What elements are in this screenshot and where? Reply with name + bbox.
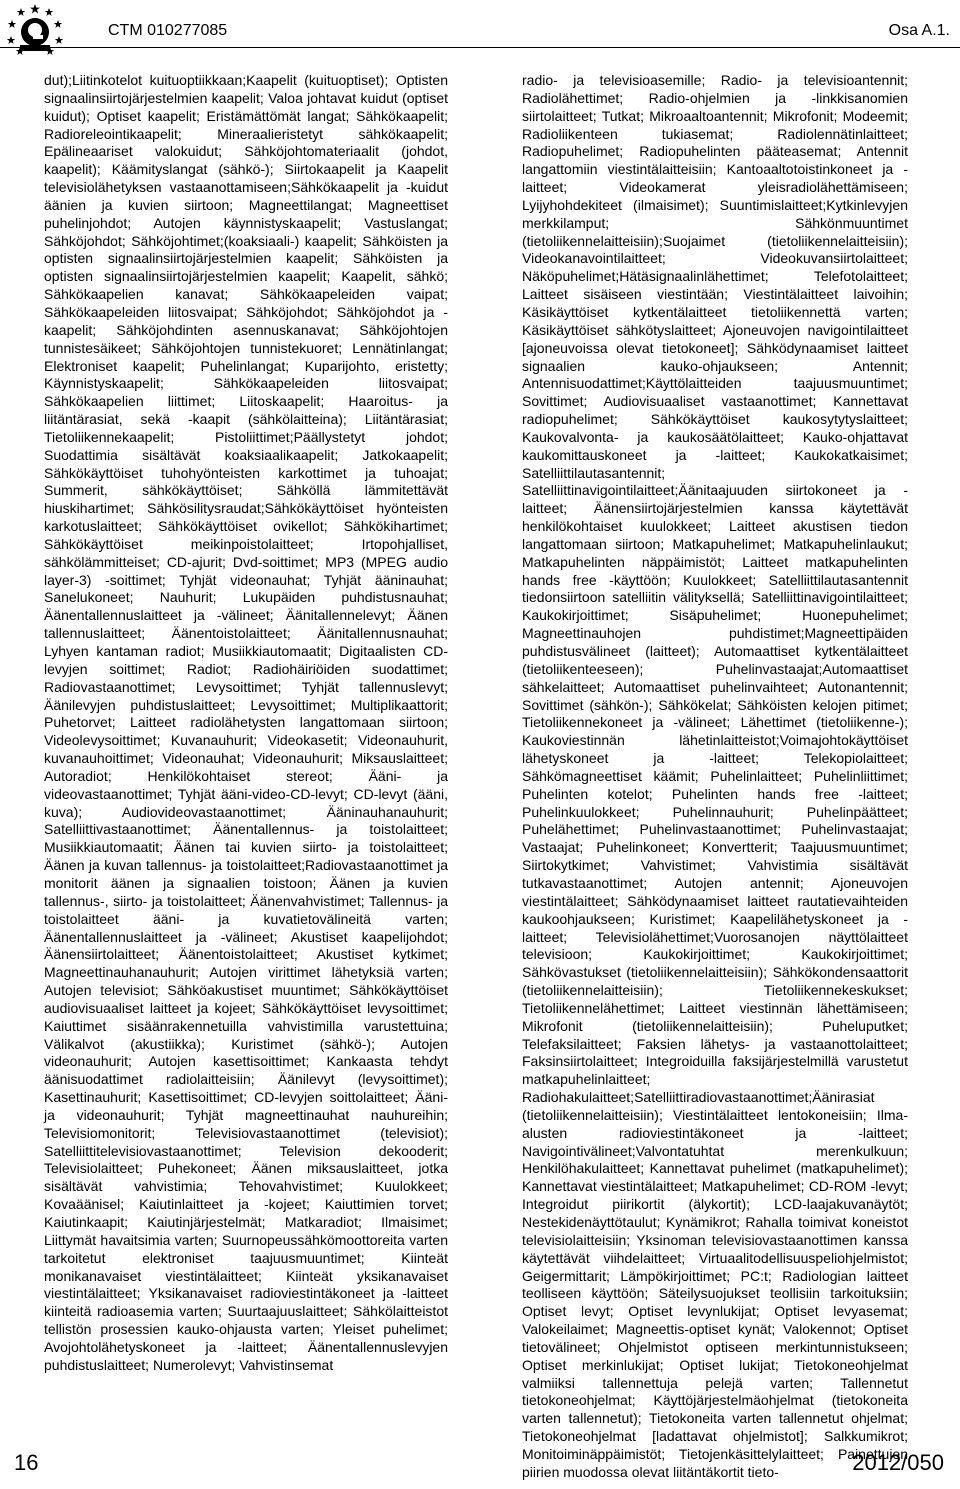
document-id: CTM 010277085	[108, 22, 228, 39]
page-number: 16	[14, 1450, 39, 1475]
section-reference: Osa A.1.	[888, 22, 950, 39]
body-column-right: radio- ja televisioasemille; Radio- ja televisioantennit; Radiolähettimet; Radio-ohjelmien ja -linkkisanomien siirtolaitteet; Tutkat; Mikroaaltoantennit; Mikrofonit; Modeemit; Radioliikenteen tukiasemat; Radiolennätinlaitteet; Radiopuhelimet; Radiopuhelinten pääteasemat; Antennit langattomiin viestintälaitteisiin; Kantoaaltotoistinkoneet ja -laitteet; Videokamerat yleisradiolähettämiseen; Lyijyhohdekiteet (ilmaisimet); Suuntimislaitteet;Kytkinlevyjen merkkilamput; Sähkönmuuntimet (tietoliikennelaitteisiin);Suojaimet (tietoliikennelaitteisiin); Videokanavointilaitteet; Videokuvansiirtolaitteet; Näköpuhelimet;Hätäsignaalinlähettimet; Telefotolaitteet; Laitteet sisäiseen viestintään; Viestintälaitteet laivoihin; Käsikäyttöiset kytkentälaitteet tietoliikennettä varten; Käsikäyttöiset sähkötyslaitteet; Ajoneuvojen navigointilaitteet [ajoneuvoissa olevat tietokoneet]; Sähködynaamiset laitteet signaalien kauko-ohjaukseen; Antennit; Antennisuodattimet;Käyttölaitteiden taajuusmuuntimet; Sovittimet; Audiovisuaaliset vastaanottimet; Kannettavat radiopuhelimet; Sähkökäyttöiset kaukosytytyslaitteet; Kaukovalvonta- ja kaukosäätölaitteet; Kauko-ohjattavat kaukomittauskoneet ja -laitteet; Kaukokatkaisimet; Satelliittilautasantennit; Satelliittinavigointilaitteet;Äänitaajuuden siirtokoneet ja -laitteet; Äänensiirtojärjestelmien kanssa käytettävät henkilökohtaiset kuulokkeet; Laitteet akustisen tiedon langattomaan siirtoon; Matkapuhelimet; Matkapuhelinlaukut; Matkapuhelinten näppäimistöt; Laitteet matkapuhelinten hands free -käyttöön; Kuulokkeet; Satelliittilautasantennit tiedonsiirtoon satelliitin välityksellä; Satelliittinavigointilaitteet; Kaukokirjoittimet; Sisäpuhelimet; Huonepuhelimet; Magneettinauhojen puhdistimet;Magneettipäiden puhdistusvälineet (laitteet); Automaattiset kytkentälaitteet (tietoliikenteeseen); Puhelinvastaajat;Automaattiset sähkelaitteet; Automaattiset puhelinvaihteet; Autonantennit; Sovittimet (sähkön-); Sähkökelat; Sähköisten kelojen pitimet; Tietoliikennekoneet ja -välineet; Lähettimet (tietoliikenne-); Kaukoviestinnän lähetinlaitteistot;Voimajohtokäyttöiset lähetyskoneet ja -laitteet; Telekopiolaitteet; Sähkömagneettiset käämit; Puhelinlaitteet; Puhelinliittimet; Puhelinten kotelot; Puhelinten hands free -laitteet; Puhelinkuulokkeet; Puhelinnauhurit; Puhelinpäätteet; Puhelähettimet; Puhelinvastaanottimet; Puhelinvastaajat; Vastaajat; Puhelinkoneet; Konvertterit; Taajuusmuuntimet; Siirtokytkimet; Vahvistimet; Vahvistimia sisältävät tutkavastaanottimet; Autojen antennit; Ajoneuvojen viestintälaitteet; Sähködynaamiset laitteet rautatievaihteiden kaukoohjaukseen; Kuristimet; Kaapelilähetyskoneet ja -laitteet; Televisiolähettimet;Vuorosanojen näyttölaitteet televisioon; Kaukokirjoittimet; Kaukokirjoittimet; Sähkövastukset (tietoliikennelaitteisiin); Sähkökondensaattorit (tietoliikennelaitteisiin); Tietoliikennekeskukset; Tietoliikennelähettimet; Laitteet viestinnän lähettämiseen; Mikrofonit (tietoliikennelaitteisiin); Puheluputket; Telefaksilaitteet; Faksien lähetys- ja vastaanottolaitteet; Faksinsiirtolaitteet; Integroiduilla faksijärjestelmillä varustetut matkapuhelinlaitteet; Radiohakulaitteet;Satelliittiradiovastaanottimet;Äänirasiat (tietoliikennelaitteisiin); Viestintälaitteet lentokoneisiin; Ilma-alusten radioviestintäkoneet ja -laitteet; Navigointivälineet;Valvontatuhtat merenkulkuun; Henkilöhakulaitteet; Kannettavat puhelimet (matkapuhelimet); Kannettavat viestintälaitteet; Matkapuhelimet; CD-ROM -levyt; Integroidut piirikortit (älykortit); LCD-laajakuvanäytöt; Nestekidenäyttötaulut; Kynämikrot; Rahalla toimivat koneistot televisiolaitteisiin; Yksinoman televisiovastaanottimen kanssa käytettävät viihdelaitteet; Virtuaalitodellisuuspeliohjelmistot; Geigermittarit; Lämpökirjoittimet; PC:t; Radiologian laitteet teolliseen käyttöön; Säteilysuojukset teollisiin tarkoituksiin; Optiset levyt; Optiset levynlukijat; Optiset levyasemat; Valokeilaimet; Magneettis-optiset kynät; Valokennot; Optiset tietovälineet; Ohjelmistot optiseen merkintunnistukseen; Optiset merkinlukijat; Optiset lukijat; Tietokoneohjelmat valmiiksi tallennettuja pelejä varten; Tallennetut tietokoneohjelmat; Käyttöjärjestelmäohjelmat (tietokoneita varten tallennetut); Tietokoneita varten tallennetut ohjelmat; Tietokoneohjelmat [ladattavat ohjelmistot]; Salkkumikrot; Monitoiminäppäimistöt; Tietojenkäsittelylaitteet; Painettujen piirien muodossa olevat liitäntäkortit tieto-	[522, 72, 908, 1480]
header-divider	[0, 47, 960, 48]
issue-number: 2012/050	[852, 1450, 944, 1475]
body-column-left: dut);Liitinkotelot kuituoptiikkaan;Kaapelit (kuituoptiset); Optisten signaalinsiirtojärjestelmien kaapelit; Valoa johtavat kuidut (optiset kuidut); Optiset kaapelit; Eristämättömät langat; Sähkökaapelit; Radioreleointikaapelit; Mineraalieristetyt sähkökaapelit; Epälineaariset valokuidut; Sähköjohtomateriaalit (johdot, kaapelit); Käämityslangat (sähkö-); Siirtokaapelit ja Kaapelit televisiolähetyksen vastaanottamiseen;Sähkökaapelit ja -kuidut äänien ja kuvien siirtoon; Magneettilangat; Magneettiset puhelinjohdot; Autojen käynnistyskaapelit; Vastuslangat; Sähköjohdot; Sähköjohtimet;(koaksiaali-) kaapelit; Sähköisten ja optisten signaalinsiirtojärjestelmien kaapelit; Sähköisten ja optisten signaalinsiirtojärjestelmien kaapelit; Kaapelit, sähkö; Sähkökaapelien kanavat; Sähkökaapeleiden vaipat; Sähkökaapeleiden liitosvaipat; Sähköjohdot; Sähköjohdot ja -kaapelit; Sähköjohdinten asennuskanavat; Sähköjohtojen tunnistesäikeet; Sähköjohtojen tunnistekuoret; Lennätinlangat; Elektroniset kaapelit; Puhelinlangat; Kuparijohto, eristetty; Käynnistyskaapelit; Sähkökaapeleiden liitosvaipat; Sähkökaapelien liittimet; Liitoskaapelit; Haaroitus- ja liitäntärasiat, sekä -kaapit (sähkölaitteina); Liitäntärasiat; Tietoliikennekaapelit; Pistoliittimet;Päällystetyt johdot; Suodattimia sisältävät koaksiaalikaapelit; Jatkokaapelit; Sähkökäyttöiset tuhohyönteisten karkottimet ja tuhoajat; Summerit, sähkökäyttöiset; Sähköllä lämmitettävät hiuskihartimet; Sähkösilitysraudat;Sähkökäyttöiset hyönteisten karkotuslaitteet; Sähkökäyttöiset ovikellot; Sähkökihartimet; Sähkökäyttöiset meikinpoistolaitteet; Irtopohjalliset, sähkölämmitteiset; CD-ajurit; Dvd-soittimet; MP3 (MPEG audio layer-3) -soittimet; Tyhjät videonauhat; Tyhjät ääninauhat; Sanelukoneet; Nauhurit; Lukupäiden puhdistusnauhat; Äänentallennuslaitteet ja -välineet; Äänitallennelevyt; Äänen tallennuslaitteet; Äänentoistolaitteet; Äänitallennusnauhat; Lyhyen kantaman radiot; Musiikkiautomaatit; Digitaalisten CD-levyjen soittimet; Radiot; Radiohäiriöiden suodattimet; Radiovastaanottimet; Levysoittimet; Tyhjät tallennuslevyt; Äänilevyjen puhdistuslaitteet; Levysoittimet; Multiplikaattorit; Puhetorvet; Laitteet radiolähetysten langattomaan siirtoon; Videolevysoittimet; Kuvanauhurit; Videokasetit; Videonauhurit, kuvanauhoittimet; Videonauhat; Videonauhurit; Miksauslaitteet; Autoradiot; Henkilökohtaiset stereot; Ääni- ja videovastaanottimet; Tyhjät ääni-video-CD-levyt; CD-levyt (ääni, kuva); Audiovideovastaanottimet; Ääninauhanauhurit; Satelliittivastaanottimet; Äänentallennus- ja toistolaitteet; Musiikkiautomaatit; Äänen tai kuvien siirto- ja toistolaitteet; Äänen ja kuvan tallennus- ja toistolaitteet;Radiovastaanottimet ja monitorit äänen ja signaalien toistoon; Äänen ja kuvien tallennus-, siirto- ja toistolaitteet; Äänenvahvistimet; Tallennus- ja toistolaitteet ääni- ja kuvatietovälineitä varten; Äänentallennuslaitteet ja -välineet; Akustiset kaapelijohdot; Äänensiirtolaitteet; Äänentoistolaitteet; Akustiset kytkimet; Magneettinauhanauhurit; Autojen virittimet lähetyksiä varten; Autojen televisiot; Sähköakustiset muuntimet; Sähkökäyttöiset audiovisuaaliset laitteet ja kojeet; Sähkökäyttöiset levysoittimet; Kaiuttimet sisäänrakennetuilla vahvistimilla varustettuina; Välikalvot (akustiikka); Kuristimet (sähkö-); Autojen videonauhurit; Autojen kasettisoittimet; Kankaasta tehdyt äänisuodattimet radiolaitteisiin; Äänilevyt (levysoittimet); Kasettinauhurit; Kasettisoittimet; CD-levyjen soittolaitteet; Ääni- ja videonauhurit; Tyhjät magneettinauhat nauhureihin; Televisiomonitorit; Televisiovastaanottimet (televisiot); Satelliittitelevisiovastaanottimet; Television dekooderit; Televisiolaitteet; Puhekoneet; Äänen miksauslaitteet, jotka sisältävät vahvistimia; Tehovahvistimet; Kuulokkeet; Kovaäänisel; Kaiutinlaitteet ja -kojeet; Kaiuttimien torvet; Kaiutinkaapit; Kaiutinjärjestelmät; Matkaradiot; Ilmaisimet; Liittymät havaitsimia varten; Suurnopeussähkömoottoreita varten tarkoitetut elektroniset taajuusmuuntimet; Kiinteät monikanavaiset viestintälaitteet; Kiinteät yksikanavaiset viestintälaitteet; Yksikanavaiset radioviestintäkoneet ja -laitteet kiinteitä radioasemia varten; Suurtaajuuslaitteet; Sähkölaitteistot tellistön prosessien kauko-ohjausta varten; Yleiset puhelimet; Avojohtolähetyskoneet ja -laitteet; Äänentallennuslevyjen puhdistuslaitteet; Numerolevyt; Vahvistinsemat	[44, 72, 448, 1373]
euipo-logo-icon	[6, 2, 64, 60]
page-header	[0, 0, 960, 62]
